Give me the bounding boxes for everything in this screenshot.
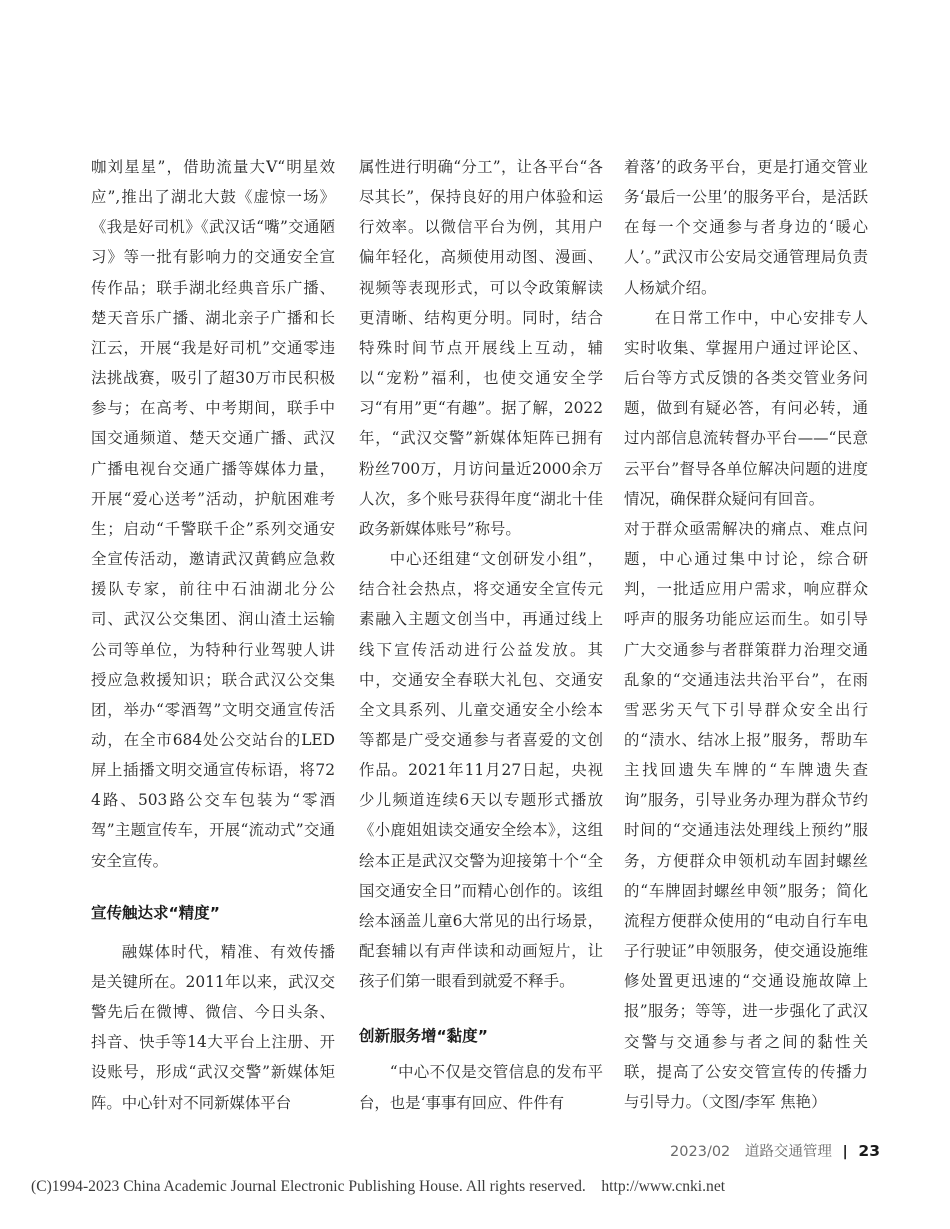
paragraph: “中心不仅是交管信息的发布平台，也是‘事事有回应、件件有 bbox=[359, 1063, 603, 1112]
article-column-3 bbox=[624, 152, 868, 1117]
footer-separator: | bbox=[842, 1144, 848, 1160]
issue-number: 2023/02 bbox=[670, 1144, 731, 1160]
paragraph: 着落’的政务平台，更是打通交管业务‘最后一公里’的服务平台，是活跃在每一个交通参与者身边的‘暖心人’。”武汉市公安局交通管理局负责人杨斌介绍。 bbox=[624, 158, 868, 297]
journal-name: 道路交通管理 bbox=[744, 1144, 832, 1160]
article-column-2 bbox=[359, 152, 603, 1118]
copyright-notice: (C)1994-2023 China Academic Journal Electronic Publishing House. All rights reserved. http://www.cnki.net bbox=[31, 1178, 726, 1195]
paragraph: 咖刘星星”，借助流量大V“明星效应”,推出了湖北大鼓《虚惊一场》《我是好司机》《武汉话“嘴”交通陋习》等一批有影响力的交通安全宣传作品；联手湖北经典音乐广播、楚天音乐广播、湖北亲子广播和长江云，开展“我是好司机”交通零违法挑战赛，吸引了超30万市民积极参与；在高考、中考期间，联手中国交通频道、楚天交通广播、武汉广播电视台交通广播等媒体力量，开展“爱心送考”活动，护航困难考生；启动“千警联千企”系列交通安全宣传活动，邀请武汉黄鹤应急救援队专家，前往中石油湖北分公司、武汉公交集团、润山渣土运输公司等单位，为特种行业驾驶人讲授应急救援知识；联合武汉公交集团，举办“零酒驾”文明交通宣传活动，在全市684处公交站台的LED屏上插播文明交通宣传标语，将724路、503路公交车包装为“零酒驾”主题宣传车，开展“流动式”交通安全宣传。 bbox=[91, 158, 335, 870]
section-heading-precision: 宣传触达求“精度” bbox=[91, 903, 220, 922]
paragraph: 对于群众亟需解决的痛点、难点问题，中心通过集中讨论，综合研判，一批适应用户需求，响应群众呼声的服务功能应运而生。如引导广大交通参与者群策群力治理交通乱象的“交通违法共治平台”，在雨雪恶劣天气下引导群众安全出行的“渍水、结冰上报”服务，帮助车主找回遗失车牌的“车牌遗失查询”服务，引导业务办理为群众节约时间的“交通违法处理线上预约”服务，方便群众申领机动车固封螺丝的“车牌固封螺丝申领”服务；简化流程方便群众使用的“电动自行车电子行驶证”申领服务，使交通设施维修处置更迅速的“交通设施故障上报”服务；等等，进一步强化了武汉交警与交通参与者之间的黏性关联，提高了公安交管宣传的传播力与引导力。（文图/李军 焦艳） bbox=[624, 519, 868, 1111]
paragraph: 在日常工作中，中心安排专人实时收集、掌握用户通过评论区、后台等方式反馈的各类交管业务问题，做到有疑必答，有问必转，通过内部信息流转督办平台——“民意云平台”督导各单位解决问题的进度情况，确保群众疑问有回音。 bbox=[624, 308, 868, 508]
page-footer bbox=[670, 1140, 880, 1161]
section-heading-stickiness: 创新服务增“黏度” bbox=[359, 1027, 488, 1046]
paragraph: 中心还组建“文创研发小组”，结合社会热点，将交通安全宣传元素融入主题文创当中，再通过线上线下宣传活动进行公益发放。其中，交通安全春联大礼包、交通安全文具系列、儿童交通安全小绘本等都是广受交通参与者喜爱的文创作品。2021年11月27日起，央视少儿频道连续6天以专题形式播放《小鹿姐姐读交通安全绘本》，这组绘本正是武汉交警为迎接第十个“全国交通安全日”而精心创作的。该组绘本涵盖儿童6大常见的出行场景，配套辅以有声伴读和动画短片，让孩子们第一眼看到就爱不释手。 bbox=[359, 550, 603, 991]
page-number: 23 bbox=[858, 1142, 880, 1160]
paragraph: 属性进行明确“分工”，让各平台“各尽其长”，保持良好的用户体验和运行效率。以微信平台为例，其用户偏年轻化，高频使用动图、漫画、视频等表现形式，可以令政策解读更清晰、结构更分明。同时，结合特殊时间节点开展线上互动，辅以“宠粉”福利，也使交通安全学习“有用”更“有趣”。据了解，2022年，“武汉交警”新媒体矩阵已拥有粉丝700万，月访问量近2000余万人次，多个账号获得年度“湖北十佳政务新媒体账号”称号。 bbox=[359, 158, 603, 538]
article-column-1 bbox=[91, 152, 335, 1118]
paragraph: 融媒体时代，精准、有效传播是关键所在。2011年以来，武汉交警先后在微博、微信、今日头条、抖音、快手等14大平台上注册、开设账号，形成“武汉交警”新媒体矩阵。中心针对不同新媒体平台 bbox=[91, 942, 335, 1112]
